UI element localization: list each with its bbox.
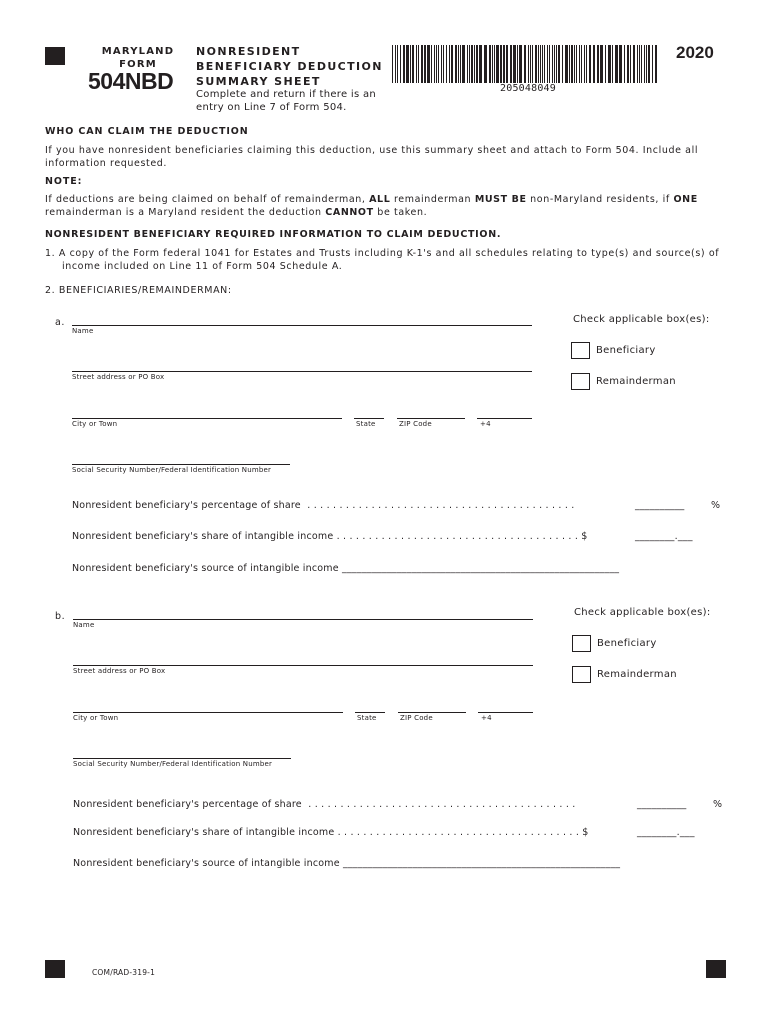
section-letter: b.	[55, 611, 66, 622]
instruction-line-2: entry on Line 7 of Form 504.	[196, 102, 347, 113]
percentage-share-field[interactable]: __________	[637, 799, 687, 810]
barcode-bar	[644, 45, 645, 83]
city-label: City or Town	[73, 714, 119, 722]
note-emphasis: ALL	[369, 194, 391, 205]
barcode-number: 205048049	[500, 83, 556, 94]
barcode-bar	[443, 45, 444, 83]
barcode-bar	[565, 45, 568, 83]
required-item-2: 2. BENEFICIARIES/REMAINDERMAN:	[45, 285, 232, 296]
barcode-bar	[395, 45, 396, 83]
state-label: State	[356, 420, 376, 428]
beneficiary-label: Beneficiary	[596, 345, 656, 356]
note-line-1	[45, 193, 735, 206]
intangible-source-field[interactable]: Nonresident beneficiary's source of intangible income ________________________________________________________	[72, 563, 620, 574]
remainderman-label: Remainderman	[596, 376, 676, 387]
registration-mark-bottom-left	[45, 960, 65, 978]
barcode-icon	[392, 45, 660, 83]
barcode-bar	[517, 45, 518, 83]
barcode-bar	[489, 45, 491, 83]
barcode-bar	[467, 45, 468, 83]
check-boxes-label: Check applicable box(es):	[573, 314, 710, 325]
intangible-share-field[interactable]: ________.___	[635, 531, 693, 542]
tax-year: 2020	[676, 43, 714, 62]
barcode-bar	[392, 45, 393, 83]
note-text	[45, 193, 735, 219]
who-line-1: If you have nonresident beneficiaries claiming this deduction, use this summary sheet and attach to Form 504. Include all	[45, 145, 699, 156]
barcode-bar	[424, 45, 426, 83]
required-item-1	[45, 247, 745, 273]
street-field[interactable]	[73, 665, 533, 666]
registration-mark-top-left	[45, 47, 65, 65]
remainderman-label: Remainderman	[597, 669, 677, 680]
percent-sign: %	[711, 500, 721, 511]
barcode-bar	[449, 45, 450, 83]
barcode-bar	[441, 45, 442, 83]
barcode-bar	[458, 45, 459, 83]
zip-label: ZIP Code	[400, 714, 433, 722]
zip4-label: +4	[480, 420, 491, 428]
registration-mark-bottom-right	[706, 960, 726, 978]
barcode-bar	[574, 45, 575, 83]
barcode-bar	[530, 45, 531, 83]
title-line-3: SUMMARY SHEET	[196, 75, 321, 88]
barcode-bar	[542, 45, 543, 83]
zip4-field[interactable]	[477, 418, 532, 419]
barcode-bar	[600, 45, 603, 83]
barcode-bar	[633, 45, 635, 83]
intangible-source-field[interactable]: Nonresident beneficiary's source of intangible income ________________________________________________________	[73, 858, 621, 869]
barcode-bar	[579, 45, 580, 83]
required-item-1-line-2: income included on Line 11 of Form 504 Schedule A.	[62, 261, 343, 272]
beneficiary-checkbox[interactable]	[572, 635, 591, 652]
barcode-bar	[576, 45, 577, 83]
name-field[interactable]	[73, 619, 533, 620]
section-letter: a.	[55, 317, 66, 328]
barcode-bar	[615, 45, 618, 83]
city-label: City or Town	[72, 420, 118, 428]
barcode-bar	[556, 45, 557, 83]
percent-sign: %	[713, 799, 723, 810]
barcode-bar	[612, 45, 613, 83]
who-line-2: information requested.	[45, 158, 168, 169]
zip-field[interactable]	[398, 712, 466, 713]
barcode-bar	[494, 45, 495, 83]
barcode-bar	[637, 45, 638, 83]
ssn-label: Social Security Number/Federal Identification Number	[72, 466, 272, 474]
barcode-bar	[397, 45, 398, 83]
note-text-part: If deductions are being claimed on behalf of remainderman,	[45, 194, 370, 205]
barcode-bar	[544, 45, 545, 83]
barcode-bar	[484, 45, 487, 83]
note-text-part: non-Maryland residents, if	[526, 194, 674, 205]
zip-label: ZIP Code	[399, 420, 432, 428]
city-field[interactable]	[72, 418, 342, 419]
barcode-bar	[479, 45, 482, 83]
barcode-bar	[558, 45, 560, 83]
city-field[interactable]	[73, 712, 343, 713]
barcode-bar	[421, 45, 423, 83]
barcode-bar	[400, 45, 401, 83]
barcode-bar	[513, 45, 516, 83]
form-instructions	[196, 88, 376, 114]
barcode-bar	[547, 45, 548, 83]
barcode-bar	[597, 45, 599, 83]
check-boxes-label: Check applicable box(es):	[574, 607, 711, 618]
barcode-bar	[455, 45, 457, 83]
barcode-bar	[431, 45, 432, 83]
zip4-label: +4	[481, 714, 492, 722]
barcode-bar	[436, 45, 437, 83]
note-emphasis: CANNOT	[325, 207, 374, 218]
barcode-bar	[528, 45, 529, 83]
who-heading: WHO CAN CLAIM THE DEDUCTION	[45, 126, 249, 137]
title-line-1: NONRESIDENT	[196, 45, 301, 58]
barcode-bar	[627, 45, 629, 83]
barcode-bar	[510, 45, 512, 83]
barcode-bar	[562, 45, 563, 83]
barcode-bar	[471, 45, 473, 83]
barcode-bar	[549, 45, 550, 83]
barcode-bar	[535, 45, 537, 83]
form-word: FORM	[119, 59, 157, 70]
barcode-bar	[538, 45, 539, 83]
barcode-bar	[451, 45, 453, 83]
barcode-bar	[641, 45, 642, 83]
instruction-line-1: Complete and return if there is an	[196, 89, 377, 100]
street-field[interactable]	[72, 371, 532, 372]
title-line-2: BENEFICIARY DEDUCTION	[196, 60, 383, 73]
zip4-field[interactable]	[478, 712, 533, 713]
intangible-share-label: Nonresident beneficiary's share of intangible income . . . . . . . . . . . . . . . . . . . . . . . . . . . . . . . . . . . . . . $	[72, 531, 588, 542]
percentage-share-field[interactable]: __________	[635, 500, 685, 511]
barcode-bar	[519, 45, 522, 83]
note-text-part: be taken.	[373, 207, 428, 218]
barcode-bar	[593, 45, 595, 83]
barcode-bar	[554, 45, 555, 83]
name-label: Name	[73, 621, 95, 629]
state-field[interactable]	[355, 712, 385, 713]
note-heading: NOTE:	[45, 176, 83, 187]
ssn-field[interactable]	[72, 464, 290, 465]
barcode-bar	[569, 45, 570, 83]
state-name: MARYLAND	[101, 46, 175, 57]
name-label: Name	[72, 327, 94, 335]
remainderman-checkbox[interactable]	[572, 666, 591, 683]
barcode-bar	[438, 45, 439, 83]
note-emphasis: MUST BE	[474, 194, 527, 205]
who-text	[45, 144, 735, 170]
barcode-bar	[406, 45, 409, 83]
street-label: Street address or PO Box	[72, 373, 165, 381]
barcode-bar	[648, 45, 650, 83]
barcode-bar	[524, 45, 526, 83]
barcode-bar	[403, 45, 405, 83]
barcode-bar	[460, 45, 461, 83]
intangible-share-field[interactable]: ________.___	[637, 827, 695, 838]
barcode-bar	[581, 45, 582, 83]
barcode-bar	[532, 45, 533, 83]
percentage-share-label: Nonresident beneficiary's percentage of share . . . . . . . . . . . . . . . . . . . . . . . . . . . . . . . . . . . . . . . . . .	[73, 799, 576, 810]
state-field[interactable]	[354, 418, 384, 419]
zip-field[interactable]	[397, 418, 465, 419]
barcode-bar	[474, 45, 475, 83]
barcode-bar	[427, 45, 430, 83]
note-emphasis: ONE	[673, 194, 698, 205]
barcode-bar	[605, 45, 606, 83]
barcode-bar	[412, 45, 414, 83]
barcode-bar	[503, 45, 505, 83]
barcode-bar	[416, 45, 417, 83]
ssn-label: Social Security Number/Federal Identification Number	[73, 760, 273, 768]
note-text-part: remainderman	[390, 194, 475, 205]
barcode-bar	[589, 45, 591, 83]
form-number: 504NBD	[88, 68, 174, 94]
intangible-share-label: Nonresident beneficiary's share of intangible income . . . . . . . . . . . . . . . . . . . . . . . . . . . . . . . . . . . . . . $	[73, 827, 589, 838]
barcode-bar	[619, 45, 622, 83]
barcode-bar	[462, 45, 465, 83]
barcode-bar	[652, 45, 653, 83]
barcode-bar	[630, 45, 631, 83]
barcode-bar	[500, 45, 502, 83]
barcode-bar	[655, 45, 657, 83]
barcode-bar	[492, 45, 493, 83]
form-code: COM/RAD-319-1	[92, 968, 156, 977]
barcode-bar	[506, 45, 508, 83]
barcode-bar	[469, 45, 470, 83]
remainderman-checkbox[interactable]	[571, 373, 590, 390]
barcode-bar	[552, 45, 553, 83]
required-item-1-line-1: 1. A copy of the Form federal 1041 for Estates and Trusts including K-1's and all schedules relating to type(s) and source(s) of	[45, 248, 720, 259]
beneficiary-label: Beneficiary	[597, 638, 657, 649]
barcode-bar	[410, 45, 411, 83]
barcode-bar	[434, 45, 435, 83]
barcode-bar	[608, 45, 611, 83]
form-title	[196, 44, 383, 89]
barcode-bar	[476, 45, 478, 83]
barcode-bar	[571, 45, 573, 83]
barcode-bar	[624, 45, 625, 83]
barcode-bar	[639, 45, 640, 83]
barcode-bar	[586, 45, 587, 83]
state-label: State	[357, 714, 377, 722]
note-text-part: remainderman is a Maryland resident the deduction	[45, 207, 326, 218]
note-line-2	[45, 206, 735, 219]
barcode-bar	[646, 45, 647, 83]
street-label: Street address or PO Box	[73, 667, 166, 675]
barcode-bar	[446, 45, 447, 83]
barcode-bar	[496, 45, 499, 83]
barcode-bar	[584, 45, 585, 83]
name-field[interactable]	[72, 325, 532, 326]
ssn-field[interactable]	[73, 758, 291, 759]
beneficiary-checkbox[interactable]	[571, 342, 590, 359]
percentage-share-label: Nonresident beneficiary's percentage of share . . . . . . . . . . . . . . . . . . . . . . . . . . . . . . . . . . . . . . . . . .	[72, 500, 575, 511]
barcode-bar	[540, 45, 541, 83]
required-heading: NONRESIDENT BENEFICIARY REQUIRED INFORMATION TO CLAIM DEDUCTION.	[45, 229, 502, 240]
barcode-bar	[418, 45, 419, 83]
